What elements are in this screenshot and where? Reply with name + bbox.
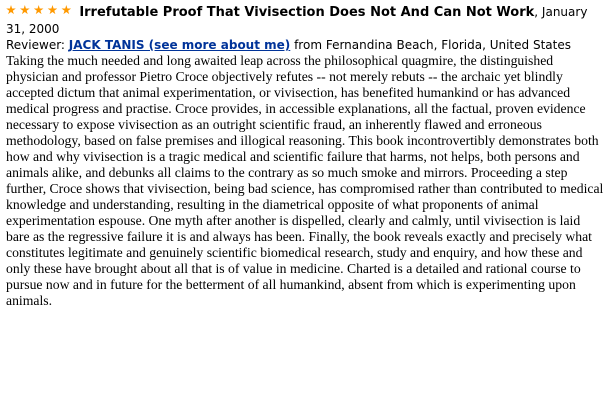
star-icon: [6, 5, 16, 15]
star-icon: [34, 5, 44, 15]
review-date-separator: ,: [534, 5, 542, 19]
star-icon: [20, 5, 30, 15]
review-header: [6, 3, 604, 37]
reviewer-line: [6, 37, 604, 53]
reviewer-label: Reviewer:: [6, 38, 69, 52]
review-date: January 31, 2000: [6, 5, 588, 36]
star-rating: [6, 3, 71, 19]
reviewer-name-link[interactable]: JACK TANIS (see more about me): [68, 38, 291, 52]
reviewer-location: from Fernandina Beach, Florida, United States: [290, 38, 571, 52]
star-icon: [47, 5, 57, 15]
review-title: Irrefutable Proof That Vivisection Does Not And Can Not Work: [79, 5, 535, 20]
star-icon: [61, 5, 71, 15]
review-body: Taking the much needed and long awaited leap across the philosophical quagmire, the distinguished physician and professor Pietro Croce objectively refutes -- not merely rebuts -- the archaic yet blindly accepted dictum that animal experimentation, or vivisection, has benefited humankind or has advanced medical progress and practise. Croce provides, in accessible explanations, all the factual, proven evidence necessary to expose vivisection as an outright scientific fraud, an inherently flawed and erroneous methodology, based on false premises and illogical reasoning. This book incontrovertibly demonstrates both how and why vivisection is a tragic medical and scientific failure that harms, not helps, both persons and animals alike, and debunks all claims to the contrary as so much smoke and mirrors. Proceeding a step further, Croce shows that vivisection, being bad science, has compromised rather than contributed to medical knowledge and understanding, resulting in the diametrical opposite of what proponents of animal experimentation espouse. One myth after another is dispelled, clearly and calmly, until vivisection is laid bare as the regressive failure it is and always has been. Finally, the book reveals exactly and precisely what constitutes legitimate and genuinely scientific biomedical research, study and enquiry, and how these and only these have brought about all that is of value in medicine. Charted is a detailed and rational course to pursue now and in future for the betterment of all humankind, absent from which is experimenting upon animals.: [6, 53, 604, 308]
